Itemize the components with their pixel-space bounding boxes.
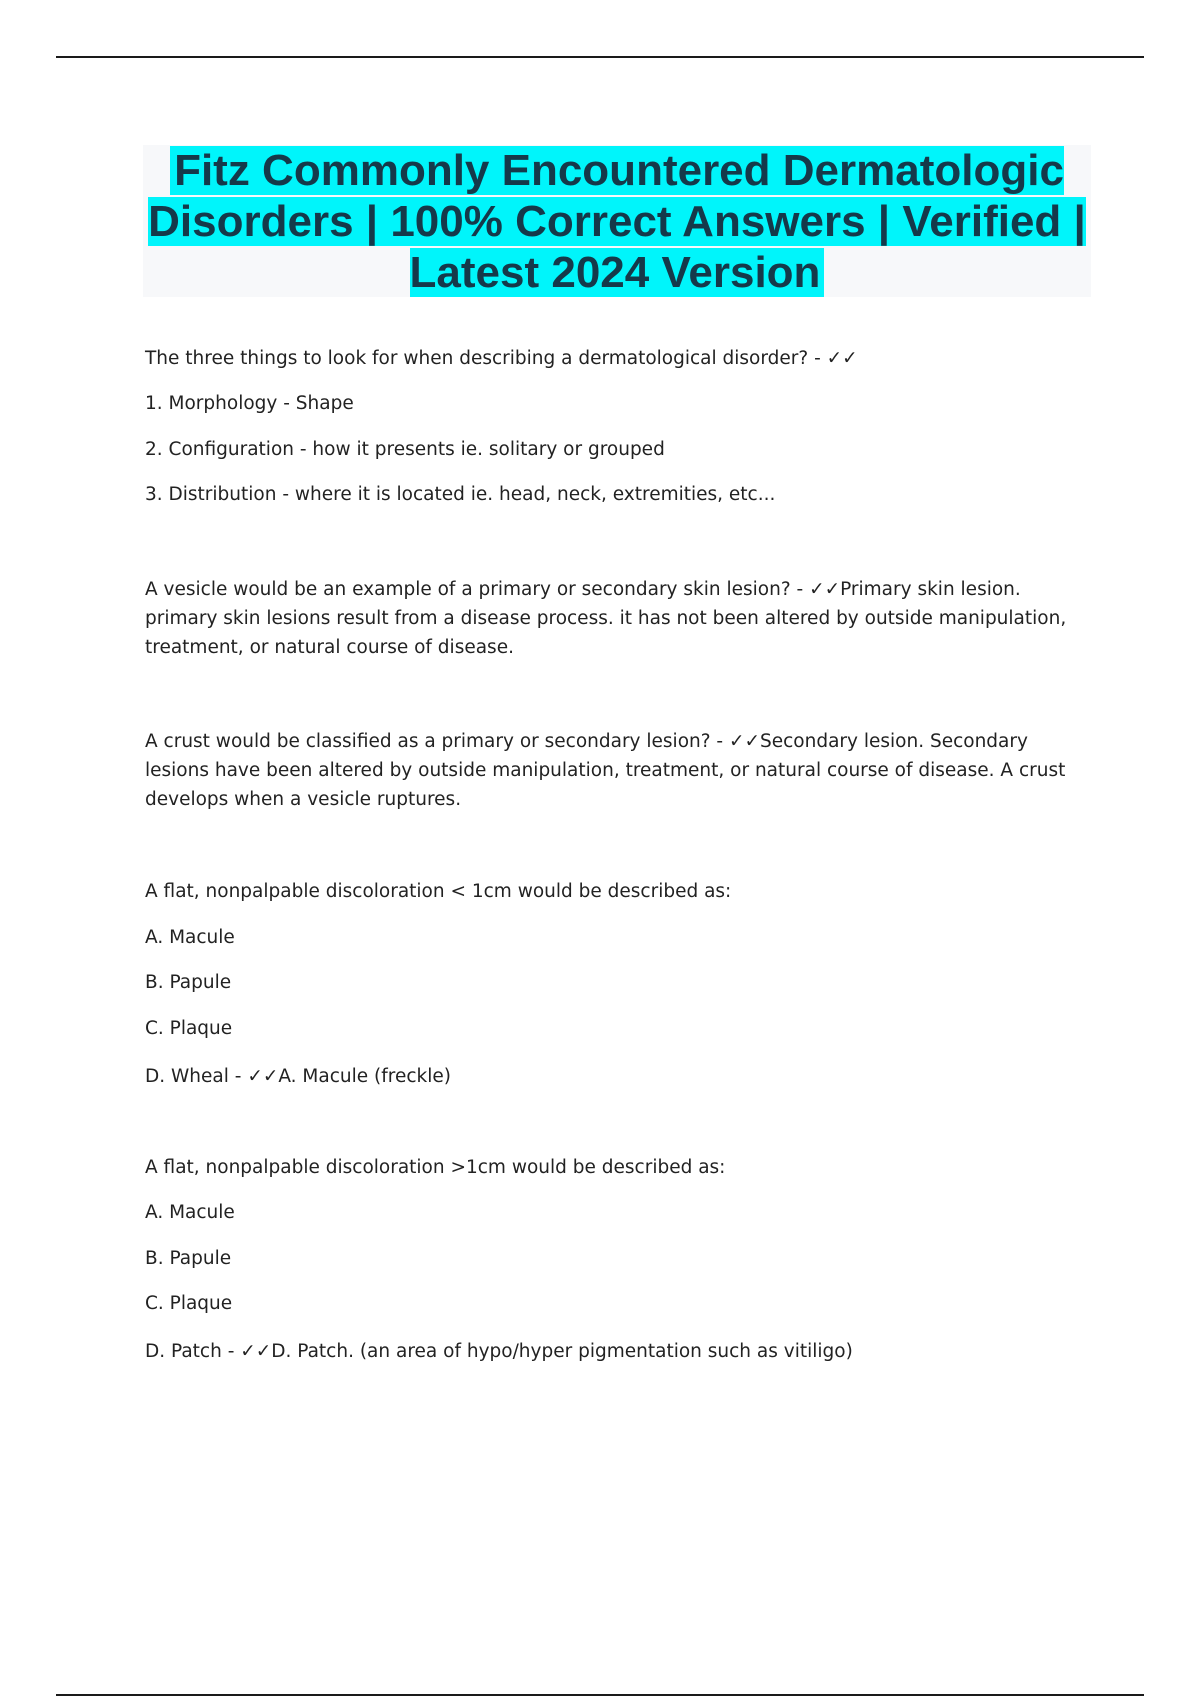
q5-option-d-answer: D. Patch - ✓✓D. Patch. (an area of hypo/hyper pigmentation such as vitiligo): [145, 1341, 853, 1362]
top-rule: [56, 56, 1144, 58]
title-block: [143, 145, 1091, 297]
document-title: Fitz Commonly Encountered Dermatologic Disorders | 100% Correct Answers | Verified | Latest 2024 Version: [148, 146, 1086, 297]
q5-option-c: C. Plaque: [145, 1293, 233, 1314]
q4-option-b: B. Papule: [145, 972, 232, 993]
q4-option-d-answer: D. Wheal - ✓✓A. Macule (freckle): [145, 1066, 451, 1087]
q1-item-3: 3. Distribution - where it is located ie. head, neck, extremities, etc...: [145, 484, 776, 505]
q4-option-c: C. Plaque: [145, 1018, 233, 1039]
q4-question: A flat, nonpalpable discoloration < 1cm would be described as:: [145, 881, 732, 902]
q5-option-a: A. Macule: [145, 1202, 235, 1223]
q1-question: The three things to look for when describing a dermatological disorder? - ✓✓: [145, 348, 858, 369]
q1-item-2: 2. Configuration - how it presents ie. solitary or grouped: [145, 439, 665, 460]
q4-option-a: A. Macule: [145, 927, 235, 948]
q2-text: A vesicle would be an example of a primary or secondary skin lesion? - ✓✓Primary skin lesion. primary skin lesions result from a disease process. it has not been altered by outside manipulation, treatment, or natural course of disease.: [145, 579, 1067, 658]
q1-item-1: 1. Morphology - Shape: [145, 393, 354, 414]
q3-text: A crust would be classified as a primary or secondary lesion? - ✓✓Secondary lesion. Secondary lesions have been altered by outside manipulation, treatment, or natural course of disease. A crust develops when a vesicle ruptures.: [145, 731, 1066, 810]
bottom-rule: [56, 1694, 1144, 1696]
q5-option-b: B. Papule: [145, 1248, 232, 1269]
q5-question: A flat, nonpalpable discoloration >1cm would be described as:: [145, 1157, 726, 1178]
